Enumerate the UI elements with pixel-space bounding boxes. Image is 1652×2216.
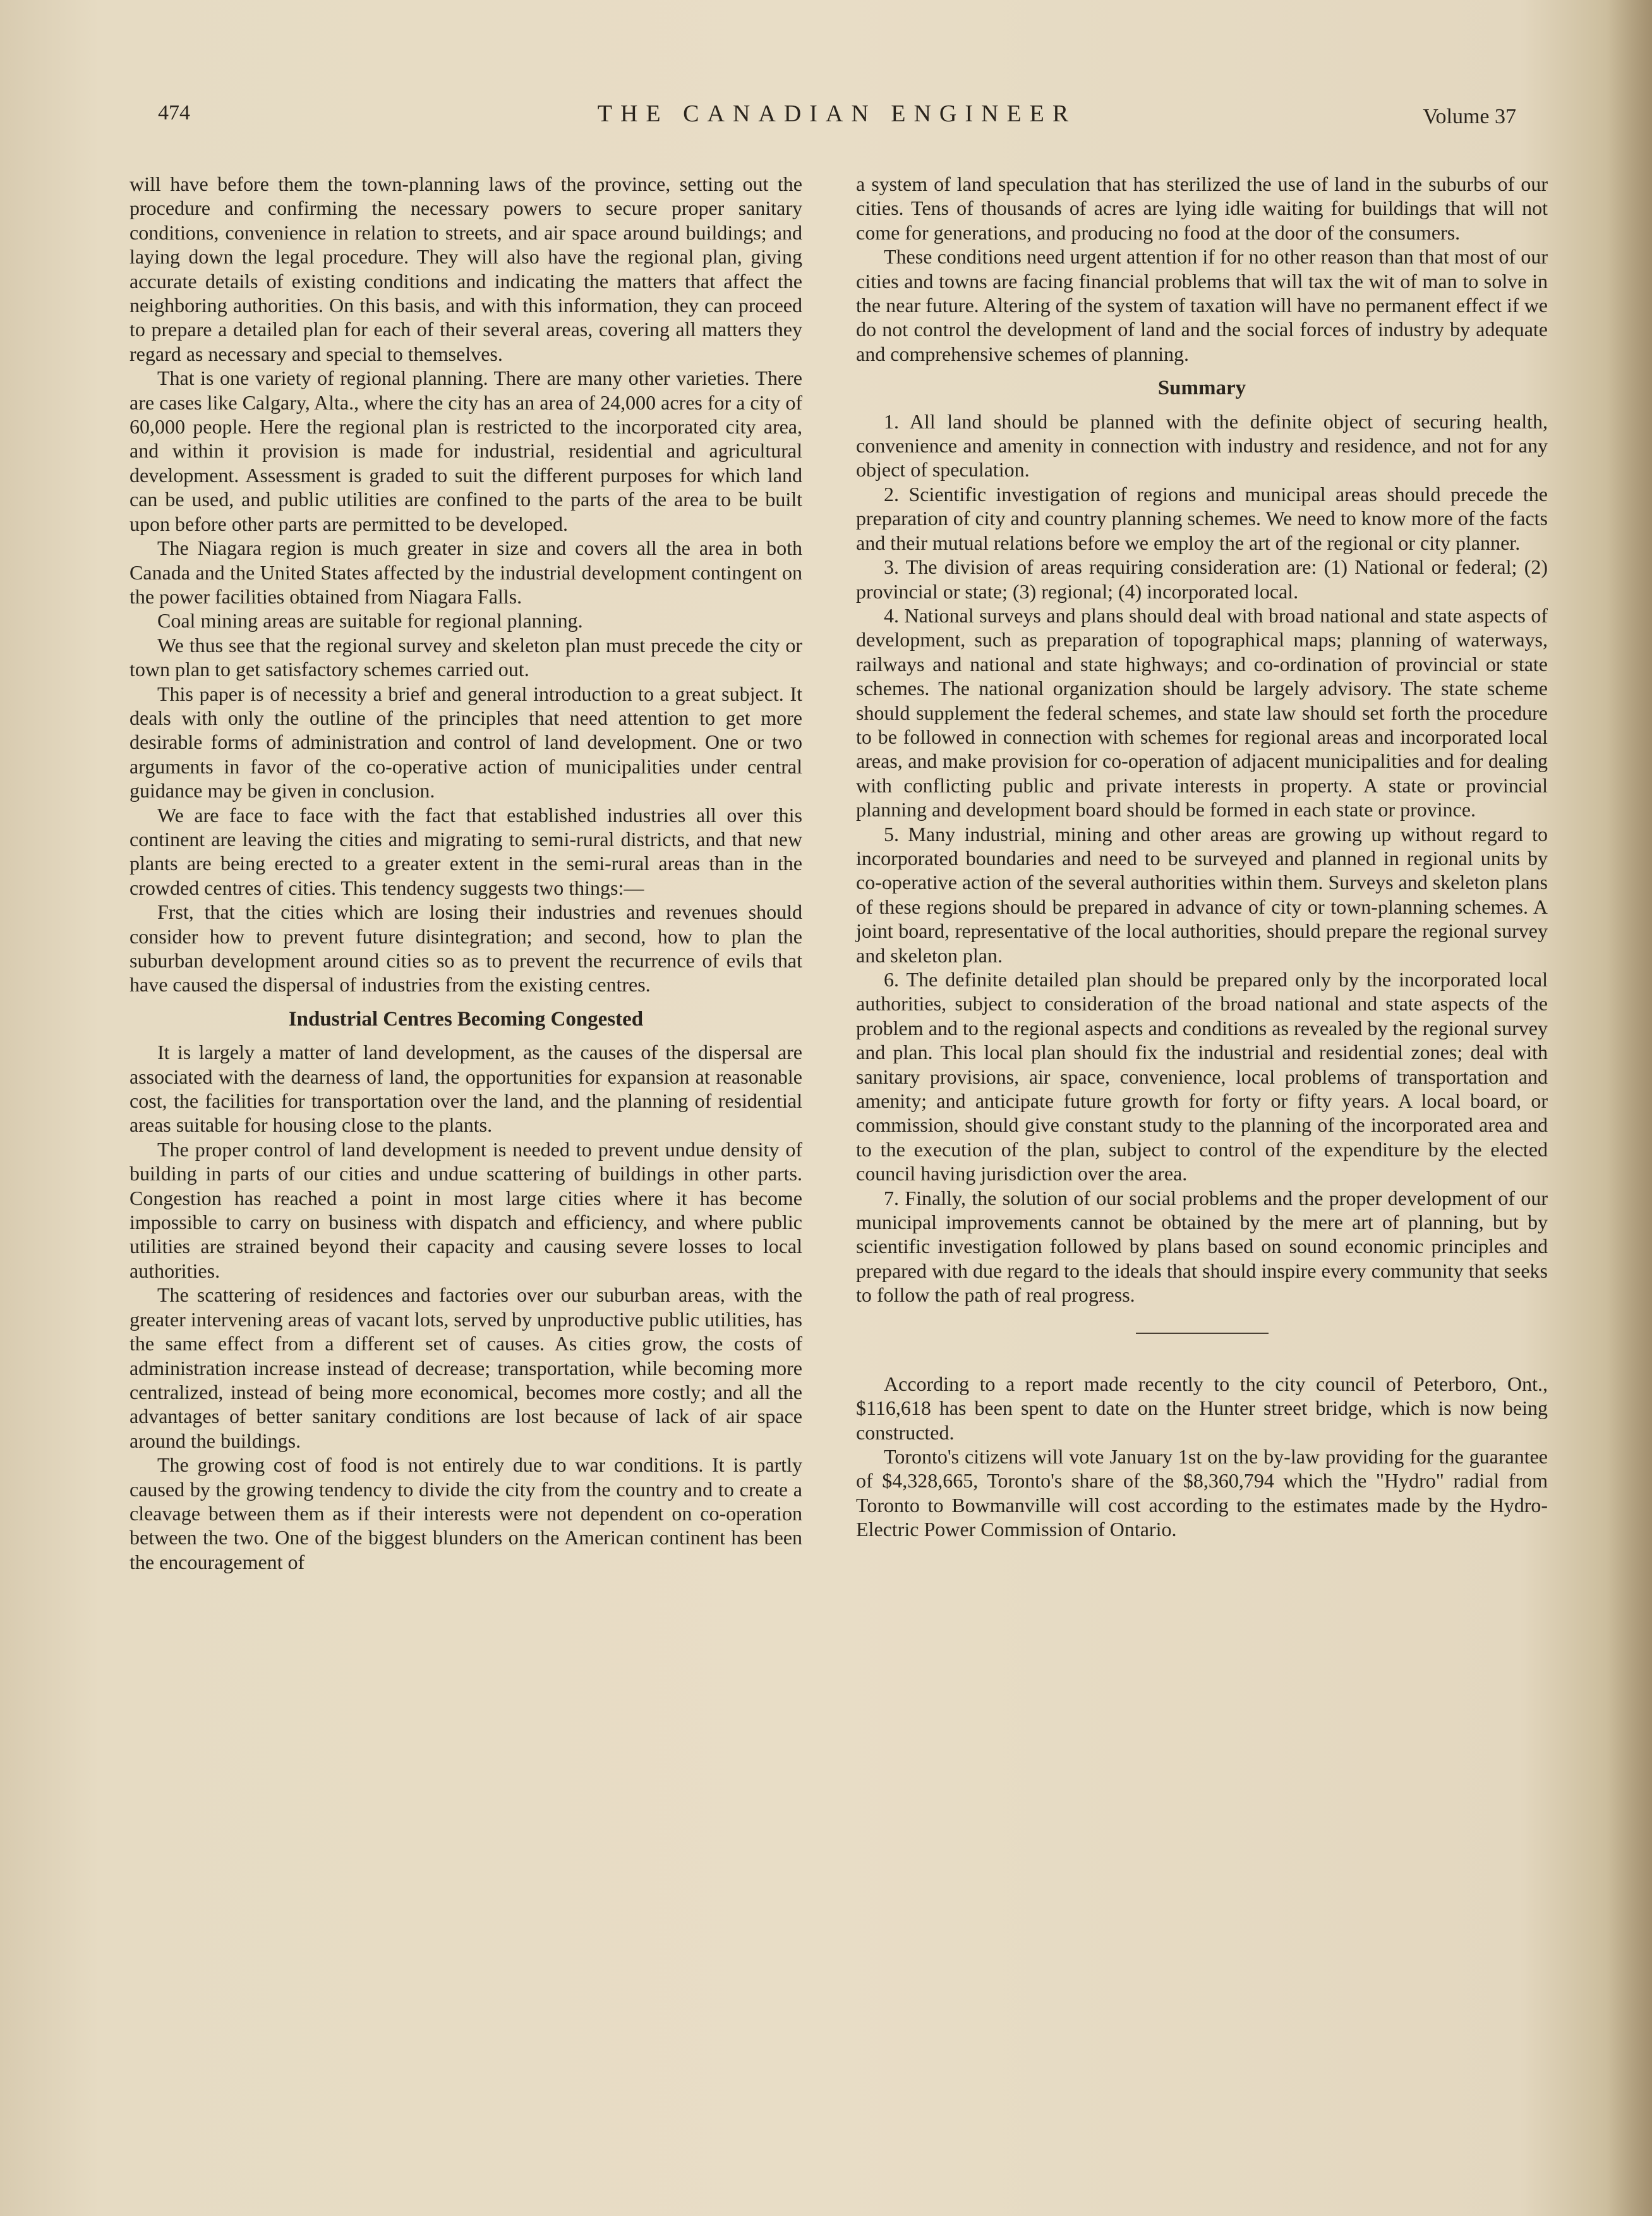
paragraph: We thus see that the regional survey and skeleton plan must precede the city or town plan to get satisfactory schemes carried out. — [130, 633, 802, 681]
journal-title: THE CANADIAN ENGINEER — [597, 100, 1077, 127]
summary-item: 7. Finally, the solution of our social problems and the proper development of our municipal improvements cannot be obtained by the mere art of planning, but by scientific investigation followed by plans based on sound economic principles and prepared with due regard to the ideals that should inspire every community that seeks to follow the path of real progress. — [856, 1186, 1548, 1307]
summary-item: 6. The definite detailed plan should be prepared only by the incorporated local authorities, subject to consideration of the broad national and state aspects of the problem and to the regional aspects and conditions as revealed by the regional survey and plan. This local plan should fix the industrial and residential zones; deal with sanitary provisions, air space, convenience, local problems of transportation and amenity; and anticipate future growth for forty or fifty years. A local board, or commission, should give constant study to the planning of the incorporated area and to the execution of the plan, subject to control of the expenditure by the elected council having jurisdiction over the area. — [856, 968, 1548, 1185]
paragraph: The proper control of land development is needed to prevent undue density of building in parts of our cities and undue scattering of buildings in other parts. Congestion has reached a point in most large cities where it has become impossible to carry on business with dispatch and efficiency, and where public utilities are strained beyond their capacity and causing severe losses to local authorities. — [130, 1137, 802, 1282]
paragraph: It is largely a matter of land development, as the causes of the dispersal are associated with the dearness of land, the opportunities for expansion at reasonable cost, the facilities for transportation over the land, and the planning of residential areas suitable for housing close to the plants. — [130, 1041, 802, 1137]
summary-item: 1. All land should be planned with the definite object of securing health, convenience and amenity in connection with industry and residence, and not for any object of speculation. — [856, 409, 1548, 481]
page-number: 474 — [158, 101, 190, 124]
paragraph: a system of land speculation that has sterilized the use of land in the suburbs of our cities. Tens of thousands of acres are lying idle waiting for buildings that will not come for generations, and producing no food at the door of the consumers. — [856, 173, 1548, 244]
paragraph: The Niagara region is much greater in size and covers all the area in both Canada and the United States affected by the industrial development contingent on the power facilities obtained from Niagara Falls. — [130, 536, 802, 608]
paragraph: That is one variety of regional planning. There are many other varieties. There are cases like Calgary, Alta., where the city has an area of 24,000 acres for a city of 60,000 people. Here the regional plan is restricted to the incorporated city area, and within it provision is made for industrial, residential and agricultural development. Assessment is graded to suit the different purposes for which land can be used, and public utilities are confined to the parts of the area to be built upon before other parts are permitted to be developed. — [130, 366, 803, 535]
news-item: According to a report made recently to the city council of Peterboro, Ont., $116,618 has been spent to date on the Hunter street bridge, which is now being constructed. — [856, 1372, 1548, 1444]
page-header — [158, 101, 1516, 139]
summary-item: 3. The division of areas requiring consideration are: (1) National or federal; (2) provincial or state; (3) regional; (4) incorporated local. — [856, 555, 1548, 603]
divider-rule — [1136, 1333, 1269, 1334]
paragraph: The scattering of residences and factories over our suburban areas, with the greater intervening areas of vacant lots, served by unproductive public utilities, has the same effect from a different set of causes. As cities grow, the costs of administration increase instead of decrease; transportation, while becoming more centralized, instead of being more economical, becomes more costly; and all the advantages of better sanitary conditions are lost because of lack of air space around the buildings. — [130, 1283, 802, 1452]
right-column — [856, 172, 1548, 1542]
paragraph: We are face to face with the fact that established industries all over this continent are leaving the cities and migrating to semi-rural districts, and that new plants are being erected to a greater extent in the semi-rural areas than in the crowded centres of cities. This tendency suggests two things:— — [130, 803, 802, 899]
paragraph: Coal mining areas are suitable for regional planning. — [157, 609, 583, 633]
paragraph: These conditions need urgent attention if for no other reason than that most of our cities and towns are facing financial problems that will tax the wit of man to solve in the near future. Altering of the system of taxation will have no permanent effect if we do not control the development of land and the social forces of industry by adequate and comprehensive schemes of planning. — [856, 245, 1548, 365]
paragraph: will have before them the town-planning laws of the province, setting out the procedure and confirming the necessary powers to secure proper sanitary conditions, convenience in relation to streets, and air space around buildings; and laying down the legal procedure. They will also have the regional plan, giving accurate details of existing conditions and indicating the matters that affect the neighboring authorities. On this basis, and with this information, they can proceed to prepare a detailed plan for each of their several areas, covering all matters they regard as necessary and special to themselves. — [130, 173, 802, 365]
news-item: Toronto's citizens will vote January 1st on the by-law providing for the guarantee of $4,328,665, Toronto's share of the $8,360,794 which the "Hydro" radial from Toronto to Bowmanville will cost according to the estimates made by the Hydro-Electric Power Commission of Ontario. — [856, 1444, 1548, 1541]
section-heading: Industrial Centres Becoming Congested — [288, 1007, 644, 1031]
paragraph: This paper is of necessity a brief and general introduction to a great subject. It deals with only the outline of the principles that need attention to get more desirable forms of administration and control of land development. One or two arguments in favor of the co-operative action of municipalities under central guidance may be given in conclusion. — [130, 682, 802, 802]
paragraph: Frst, that the cities which are losing their industries and revenues should consider how to prevent future disintegration; and second, how to plan the suburban development around cities so as to prevent the recurrence of evils that have caused the dispersal of industries from the existing centres. — [130, 900, 802, 996]
volume-label: Volume 37 — [1423, 105, 1516, 128]
summary-heading: Summary — [1157, 377, 1246, 400]
summary-item: 4. National surveys and plans should deal with broad national and state aspects of development, such as preparation of topographical maps; planning of waterways, railways and national and state highways; and co-ordination of provincial or state schemes. The national organization should be largely advisory. The state scheme should supplement the federal schemes, and state law should set forth the procedure to be followed in connection with schemes for regional areas and incorporated local areas, and make provision for co-operation of adjacent municipalities and for dealing with conflicting public and private interests in property. A state or provincial planning and development board should be formed in each state or province. — [856, 603, 1548, 821]
left-column — [130, 172, 802, 1574]
summary-item: 5. Many industrial, mining and other areas are growing up without regard to incorporated boundaries and need to be surveyed and planned in regional units by co-operative action of the several authorities within them. Surveys and skeleton plans of these regions should be prepared in advance of city or town-planning schemes. A joint board, representative of the local authorities, should prepare the regional survey and skeleton plan. — [856, 822, 1548, 967]
page-edge-shadow — [1608, 0, 1652, 2216]
paragraph: The growing cost of food is not entirely due to war conditions. It is partly caused by the growing tendency to divide the city from the country and to create a cleavage between them as if their interests were not dependent on co-operation between the two. One of the biggest blunders on the American continent has been the encouragement of — [130, 1453, 802, 1573]
summary-item: 2. Scientific investigation of regions and municipal areas should precede the preparation of city and country planning schemes. We need to know more of the facts and their mutual relations before we employ the art of the regional or city planner. — [856, 482, 1548, 554]
